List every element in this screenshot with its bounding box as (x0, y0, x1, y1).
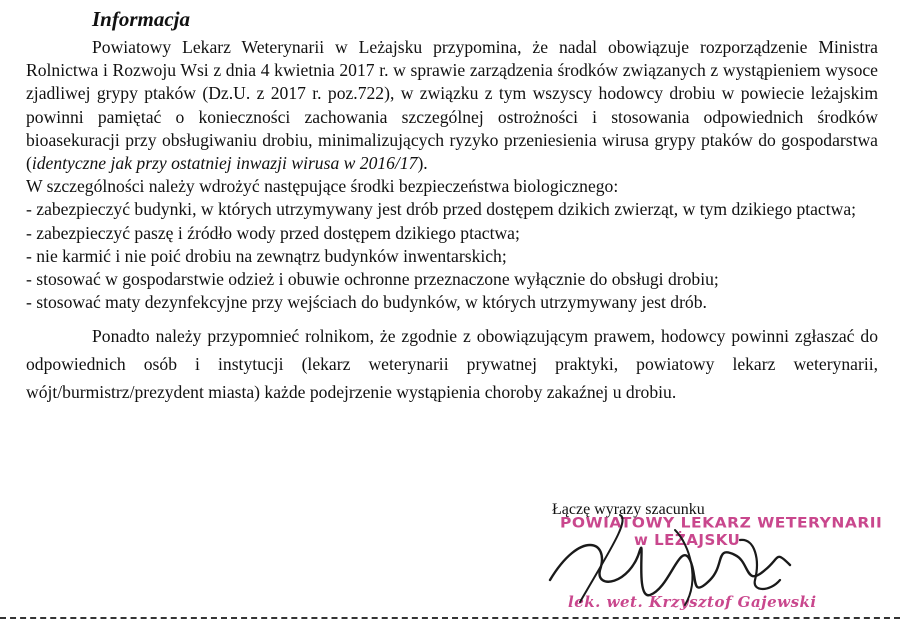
page-divider (0, 617, 900, 619)
paragraph-intro-end: ). (417, 153, 428, 174)
paragraph-intro-text: Powiatowy Lekarz Weterynarii w Leżajsku przypomina, że nadal obowiązuje rozporządzenie Ministra Rolnictwa i Rozwoju Wsi z dnia 4 kwietnia 2017 r. w sprawie zarządzenia środków związanych z wystąpieniem wysoce zjadliwej grypy ptaków (Dz.U. z 2017 r. poz.722), w związku z tym wszyscy hodowcy drobiu w powiecie leżajskim powinni pamiętać o konieczności zachowania szczególnej ostrożności i stosowania odpowiednich środków bioasekuracji przy obsługiwaniu drobiu, minimalizujących ryzyko przeniesienia wirusa grypy ptaków do gospodarstwa ( (26, 37, 878, 174)
measure-item: - nie karmić i nie poić drobiu na zewnątrz budynków inwentarskich; (26, 245, 507, 266)
measure-item: - zabezpieczyć paszę i źródło wody przed dostępem dzikiego ptactwa; (26, 222, 520, 243)
document-body (26, 36, 878, 406)
document-title: Informacja (92, 7, 191, 31)
measure-item: - zabezpieczyć budynki, w których utrzymywany jest drób przed dostępem dzikich zwierząt, w tym dzikiego ptactwa; (26, 199, 857, 220)
measure-item: - stosować w gospodarstwie odzież i obuwie ochronne przeznaczone wyłącznie do obsługi drobiu; (26, 269, 719, 290)
paragraph-reporting: Ponadto należy przypomnieć rolnikom, że zgodnie z obowiązującym prawem, hodowcy powinni zgłaszać do odpowiednich osób i instytucji (lekarz weterynarii prywatnej praktyki, powiatowy lekarz weterynarii, wójt/burmistrz/prezydent miasta) każde podejrzenie wystąpienia choroby zakaźnej u drobiu. (26, 326, 878, 402)
handwritten-signature (540, 510, 820, 610)
stamp-location: w LEŻAJSKU (634, 531, 741, 549)
measures-list (26, 198, 878, 314)
measures-lead: W szczególności należy wdrożyć następujące środki bezpieczeństwa biologicznego: (26, 176, 619, 197)
measure-item: - stosować maty dezynfekcyjne przy wejściach do budynków, w których utrzymywany jest drób. (26, 292, 707, 313)
stamp-signatory-name: lek. wet. Krzysztof Gajewski (568, 593, 817, 611)
paragraph-intro-italic: identyczne jak przy ostatniej inwazji wirusa w 2016/17 (31, 153, 418, 174)
paragraph-intro (26, 36, 878, 175)
stamp-office-name: POWIATOWY LEKARZ WETERYNARII (560, 514, 883, 532)
closing-greeting: Łączę wyrazy szacunku (552, 501, 705, 518)
